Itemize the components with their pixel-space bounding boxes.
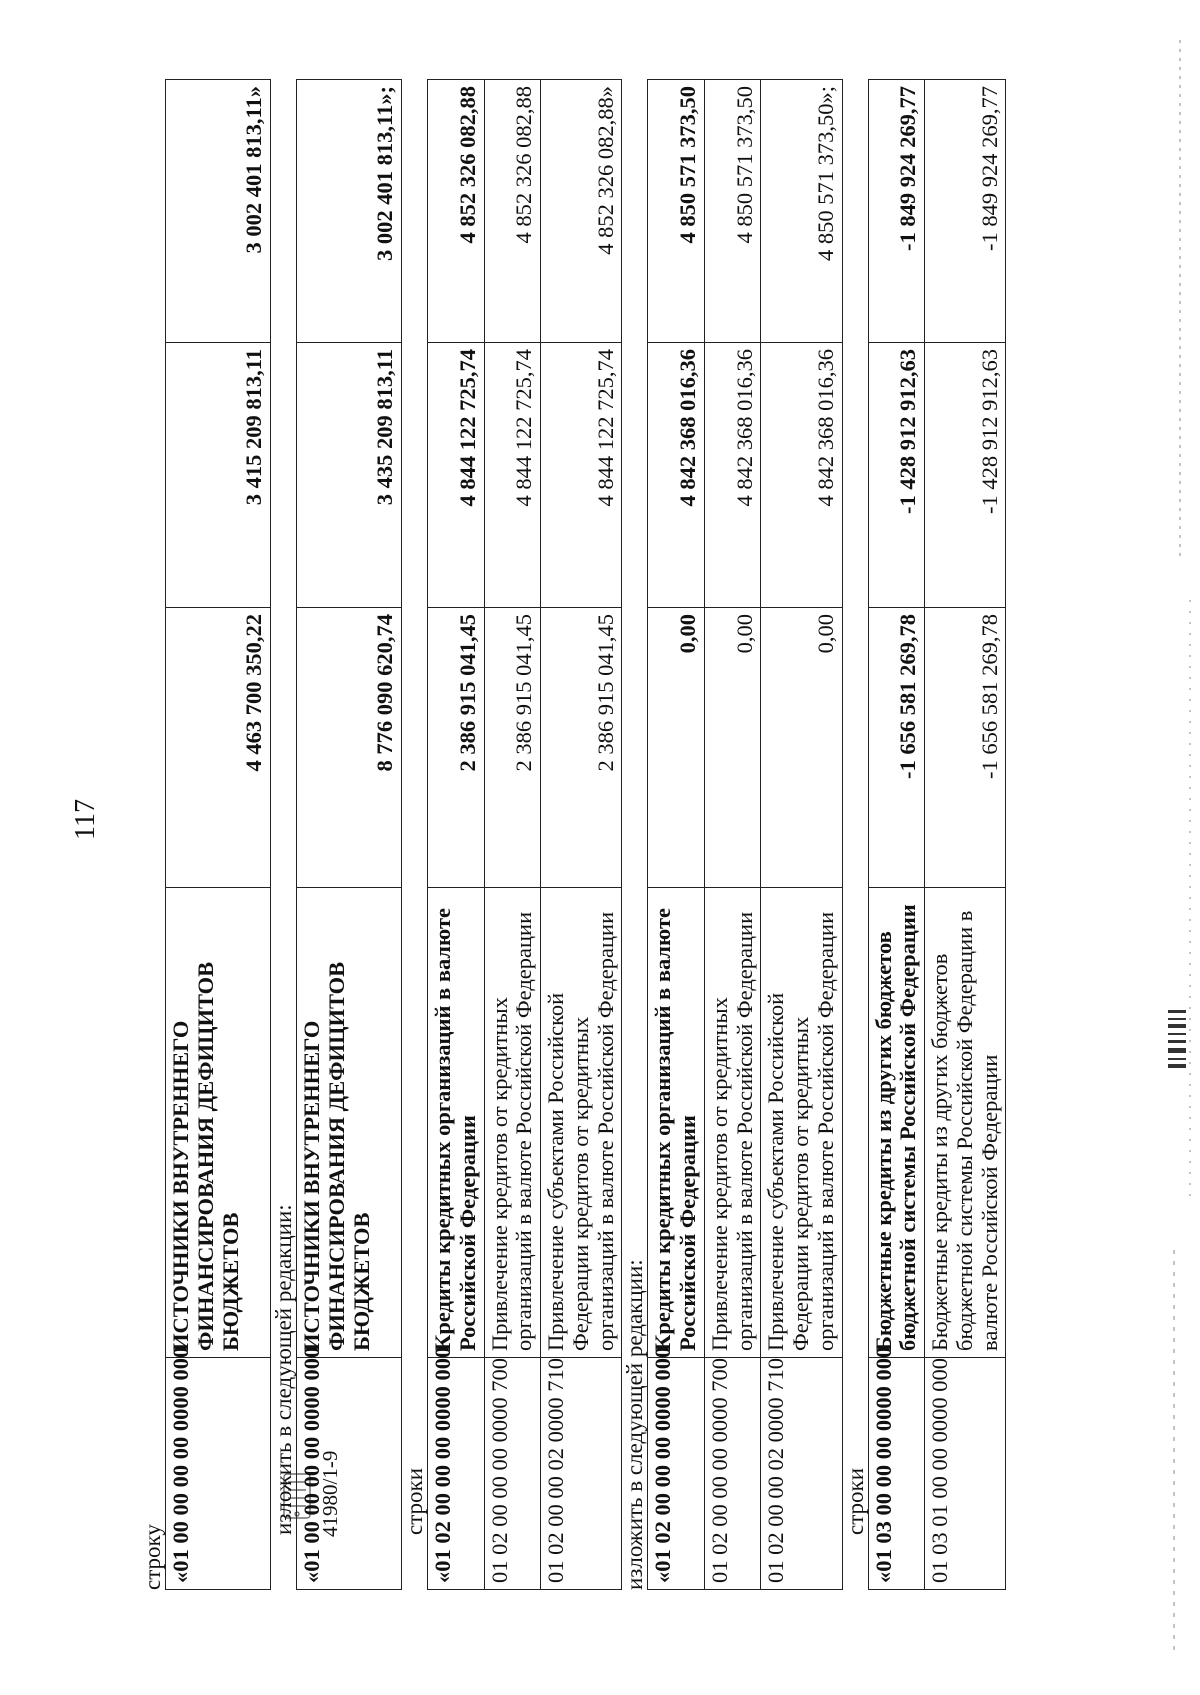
budget-table: [647, 79, 842, 1590]
value-2: 3 435 209 813,11: [297, 343, 402, 608]
page-number: 117: [70, 799, 101, 840]
table-row: [428, 80, 485, 1590]
row-name: Кредиты кредитных организаций в валюте Российской Федерации: [428, 888, 485, 1358]
row-code: «01 02 00 00 00 0000 000: [428, 1358, 485, 1590]
table-row: [297, 80, 402, 1590]
table-row: [704, 80, 761, 1590]
value-3: 4 850 571 373,50: [704, 80, 761, 343]
value-3: -1 849 924 269,77: [925, 80, 1006, 343]
value-3: 3 002 401 813,11»: [166, 80, 271, 343]
row-name: Бюджетные кредиты из других бюджетов бюджетной системы Российской Федерации: [868, 888, 925, 1358]
value-2: 4 844 122 725,74: [428, 343, 485, 608]
value-2: -1 428 912 912,63: [925, 343, 1006, 608]
intro-line: строки: [402, 1467, 427, 1535]
row-code: «01 02 00 00 00 0000 000: [648, 1358, 705, 1590]
intro-line: изложить в следующей редакции:: [622, 1259, 648, 1590]
row-code: 01 02 00 00 02 0000 710: [761, 1358, 842, 1590]
row-name: Привлечение субъектами Российской Федерации кредитов от кредитных организаций в валюте Российской Федерации: [541, 888, 622, 1358]
table-row: [484, 80, 541, 1590]
row-name: Привлечение кредитов от кредитных организаций в валюте Российской Федерации: [704, 888, 761, 1358]
table-row: [761, 80, 842, 1590]
value-1: 0,00: [648, 608, 705, 888]
value-1: -1 656 581 269,78: [925, 608, 1006, 888]
row-code: 01 02 00 00 02 0000 710: [541, 1358, 622, 1590]
value-1: 2 386 915 041,45: [428, 608, 485, 888]
row-code: 01 02 00 00 00 0000 700: [484, 1358, 541, 1590]
amendment-content: [140, 80, 1010, 1590]
intro-line: изложить в следующей редакции:: [271, 1204, 296, 1535]
row-name: ИСТОЧНИКИ ВНУТРЕННЕГО ФИНАНСИРОВАНИЯ ДЕФИЦИТОВ БЮДЖЕТОВ: [166, 888, 271, 1358]
row-name: Привлечение кредитов от кредитных организаций в валюте Российской Федерации: [484, 888, 541, 1358]
value-3: 4 850 571 373,50»;: [761, 80, 842, 343]
row-code: «01 03 00 00 00 0000 000: [868, 1358, 925, 1590]
budget-table: [296, 79, 402, 1590]
value-3: 4 852 326 082,88»: [541, 80, 622, 343]
value-3: 4 852 326 082,88: [428, 80, 485, 343]
value-1: -1 656 581 269,78: [868, 608, 925, 888]
table-row: [925, 80, 1006, 1590]
budget-table: [868, 79, 1007, 1590]
row-name: Кредиты кредитных организаций в валюте Российской Федерации: [648, 888, 705, 1358]
value-2: 4 844 122 725,74: [484, 343, 541, 608]
value-3: 4 850 571 373,50: [648, 80, 705, 343]
row-name: ИСТОЧНИКИ ВНУТРЕННЕГО ФИНАНСИРОВАНИЯ ДЕФИЦИТОВ БЮДЖЕТОВ: [297, 888, 402, 1358]
intro-line: строки: [842, 1467, 868, 1535]
value-1: 0,00: [704, 608, 761, 888]
value-1: 2 386 915 041,45: [541, 608, 622, 888]
table-row: [648, 80, 705, 1590]
row-code: «01 00 00 00 00 0000 000: [297, 1358, 402, 1590]
value-1: 8 776 090 620,74: [297, 608, 402, 888]
value-3: -1 849 924 269,77: [868, 80, 925, 343]
value-2: 4 842 368 016,36: [704, 343, 761, 608]
table-row: [166, 80, 271, 1590]
row-code: 01 03 01 00 00 0000 000: [925, 1358, 1006, 1590]
intro-line: строку: [140, 1524, 165, 1590]
table-row: [868, 80, 925, 1590]
table-row: [541, 80, 622, 1590]
value-2: 4 844 122 725,74: [541, 343, 622, 608]
value-1: 0,00: [761, 608, 842, 888]
value-2: 3 415 209 813,11: [166, 343, 271, 608]
value-2: -1 428 912 912,63: [868, 343, 925, 608]
row-name: Бюджетные кредиты из других бюджетов бюджетной системы Российской Федерации в валюте Российской Федерации: [925, 888, 1006, 1358]
value-3: 4 852 326 082,88: [484, 80, 541, 343]
row-name: Привлечение субъектами Российской Федерации кредитов от кредитных организаций в валюте Российской Федерации: [761, 888, 842, 1358]
row-code: «01 00 00 00 00 0000 000: [166, 1358, 271, 1590]
document-code: 41980/1-9: [318, 1450, 342, 1537]
budget-table: [427, 79, 622, 1590]
value-2: 4 842 368 016,36: [761, 343, 842, 608]
scan-noise-strip: [1160, 0, 1200, 1695]
row-code: 01 02 00 00 00 0000 700: [704, 1358, 761, 1590]
value-3: 3 002 401 813,11»;: [297, 80, 402, 343]
value-1: 4 463 700 350,22: [166, 608, 271, 888]
value-2: 4 842 368 016,36: [648, 343, 705, 608]
budget-table: [165, 79, 271, 1590]
value-1: 2 386 915 041,45: [484, 608, 541, 888]
